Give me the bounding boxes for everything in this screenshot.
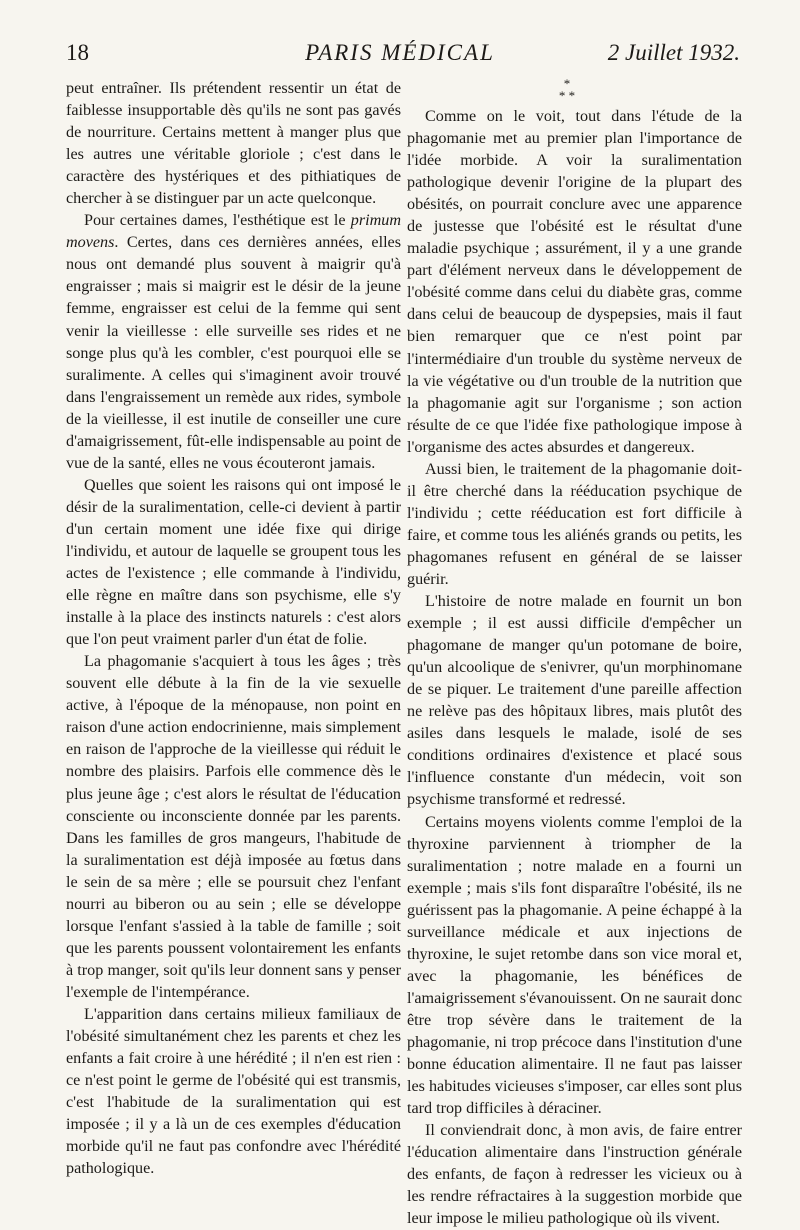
paragraph: Comme on le voit, tout dans l'étude de la phagomanie met au premier plan l'importance de l'idée morbide. A voir la suralimentation pathologique devenir l'origine de la plupart des obésités, on pourrait conclure avec une apparence de justesse que l'obésité est le résultat d'une maladie psychique ; assurément, il y a une grande part d'élément nerveux dans le développement de l'obésité comme dans celui du diabète gras, comme dans celui de beaucoup de dyspepsies, mais il faut bien remarquer que ce n'est point par l'intermédiaire d'un trouble du système nerveux de la vie végétative ou d'un trouble de la nutrition que la phagomanie agit sur l'organisme ; son action résulte de ce que l'idée fixe pathologique impose à l'organisme des actes absurdes et dangereux. [407,108,742,456]
left-column [66,78,401,1180]
paragraph: L'apparition dans certains milieux familiaux de l'obésité simultanément chez les parents et chez les enfants a fait croire à une hérédité ; il n'en est rien : ce n'est point le germe de l'obésité qui est transmis, c'est l'habitude de la suralimentation qui est imposée ; il y a là un de ces exemples d'éducation morbide qu'il ne faut pas confondre avec l'hérédité pathologique. [66,1005,401,1178]
latin-term: primum movens [66,212,401,252]
paragraph: Quelles que soient les raisons qui ont imposé le désir de la suralimentation, celle-ci devient à partir d'un certain moment une idée fixe qui dirige l'individu, et autour de laquelle se groupent tous les actes de l'existence ; elle commande à l'individu, elle règne en maître dans son psychisme, elle s'y installe à la place des instincts naturels : c'est alors que l'on peut vraiment parler d'un état de folie. [66,476,401,649]
page-number: 18 [66,40,89,65]
section-separator: * * * [558,76,576,103]
paragraph: Certains moyens violents comme l'emploi de la thyroxine parviennent à triompher de la suralimentation ; notre malade en a fourni un exemple ; mais s'ils font disparaître l'obésité, ils ne guérissent pas la phagomanie. A peine échappé à la surveillance médicale et aux injections de thyroxine, le sujet retombe dans son vice moral et, avec la phagomanie, les bénéfices de l'amaigrissement s'évanouissent. On ne saurait donc être trop sévère dans le traitement de la phagomanie, ni trop précoce dans l'institution d'une bonne éducation alimentaire. Il ne faut pas laisser les habitudes vicieuses s'imposer, car elles sont plus tard trop difficiles à déraciner. [407,813,742,1118]
issue-date: 2 Juillet 1932. [607,40,740,65]
page-header [60,40,740,70]
paragraph: Il conviendrait donc, à mon avis, de faire entrer l'éducation alimentaire dans l'instruction générale des enfants, de façon à redresser les vicieux ou à les rendre réfractaires à la suggestion morbide que leur impose le milieu pathologique où ils vivent. [407,1122,742,1228]
paragraph: Aussi bien, le traitement de la phagomanie doit-il être cherché dans la rééducation psychique de l'individu ; cette rééducation est fort difficile à faire, et comme tous les aliénés grands ou petits, les phagomanes refusent en général de se laisser guérir. [407,460,742,588]
paragraph: La phagomanie s'acquiert à tous les âges ; très souvent elle débute à la fin de la vie sexuelle active, à l'époque de la ménopause, non point en raison d'une action endocrinienne, mais simplement en raison de l'approche de la vieillesse qui réduit le nombre des plaisirs. Parfois elle commence dès le plus jeune âge ; c'est alors le résultat de l'éducation consciente ou inconsciente donnée par les parents. Dans les familles de gros mangeurs, l'habitude de la suralimentation est déjà imposée au fœtus dans le sein de sa mère ; elle se poursuit chez l'enfant nourri au biberon ou au sein ; elle se développe lorsque l'enfant s'assied à la table de famille ; soit que les parents poussent volontairement les enfants à trop manger, soit qu'ils leur donnent sans y penser l'exemple de l'intempérance. [66,653,401,1001]
journal-title: PARIS MÉDICAL [305,40,495,65]
right-column [407,78,742,1230]
paragraph: L'histoire de notre malade en fournit un bon exemple ; il est aussi difficile d'empêcher un phagomane de manger qu'un potomane de boire, qu'un alcoolique de s'enivrer, qu'un morphinomane de se piquer. Le traitement d'une pareille affection ne relève pas des hôpitaux libres, mais plutôt des asiles dans lesquels le malade, isolé de ses conditions ordinaires d'existence et placé sous l'influence constante d'un médecin, voit son psychisme transformé et redressé. [407,593,742,809]
paragraph: peut entraîner. Ils prétendent ressentir un état de faiblesse insupportable dès qu'ils ne sont pas gavés de nourriture. Certains mettent à manger plus que les autres une véritable gloriole ; c'est dans le caractère des hystériques et des pithiatiques de chercher à se distinguer par un acte quelconque. [66,80,401,208]
paragraph: Pour certaines dames, l'esthétique est le primum movens. Certes, dans ces dernières années, elles nous ont demandé plus souvent à maigrir qu'à engraisser ; mais si maigrir est le désir de la jeune femme, engraisser est celui de la femme qui sent venir la vieillesse : elle surveille ses rides et ne songe plus qu'à les combler, c'est pourquoi elle se suralimente. A celles qui s'imaginent avoir trouvé dans l'engraissement un remède aux rides, symbole de la vieillesse, il est inutile de conseiller une cure d'amaigrissement, fût-elle indispensable au point de vue de la santé, elles ne vous écouteront jamais. [66,212,401,472]
